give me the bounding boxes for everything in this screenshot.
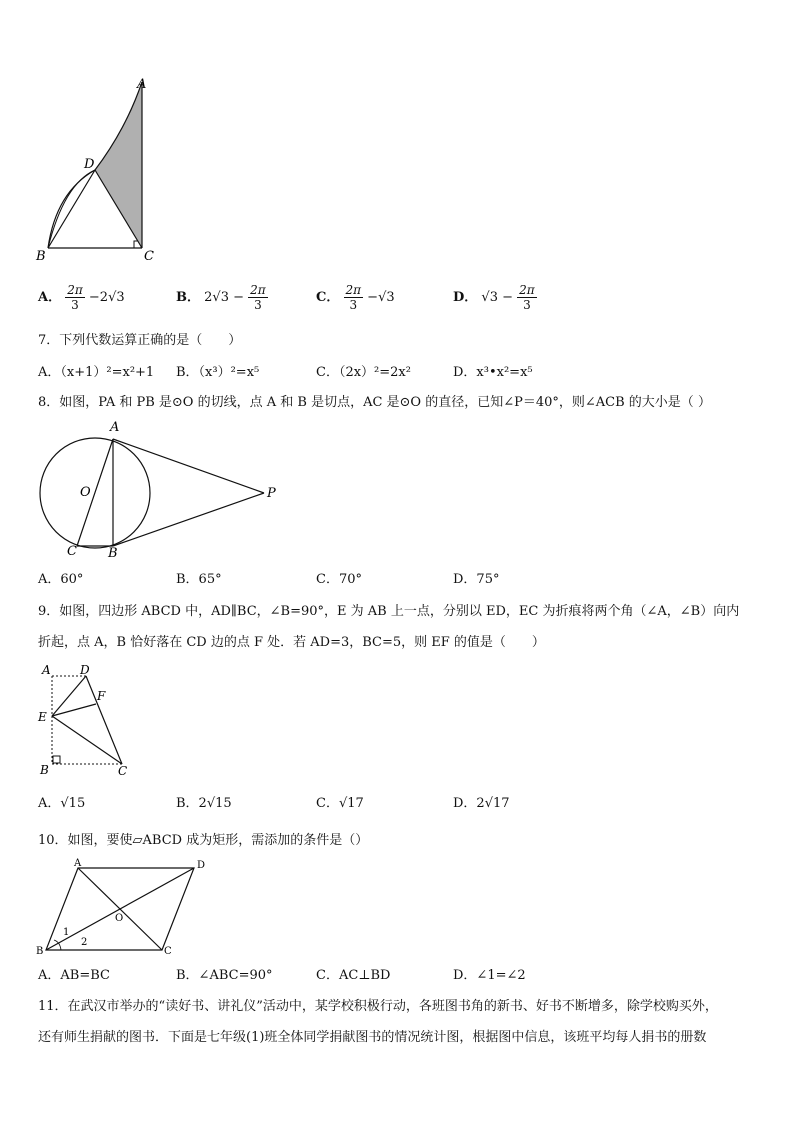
q7-option-d: D．x³•x²=x⁵ — [453, 365, 533, 380]
label-angle-2: 2 — [81, 937, 88, 948]
q6-figure — [34, 74, 164, 269]
q8-option-d: D．75° — [453, 572, 500, 587]
q11-stem-line1: 11．在武汉市举办的“读好书、讲礼仪”活动中，某学校积极行动，各班图书角的新书、好书不断增多，除学校购买外， — [38, 999, 718, 1014]
label-D: D — [80, 663, 90, 677]
label-B: B — [108, 546, 118, 560]
label-C: C — [144, 249, 154, 264]
q6-option-d: D． √3 − $\frac{2\pi}{3}$ — [453, 283, 535, 312]
q10-option-c: C．AC⊥BD — [316, 968, 391, 983]
q8-stem: 8．如图，PA 和 PB 是⊙O 的切线，点 A 和 B 是切点，AC 是⊙O 的直径，已知∠P＝40°，则∠ACB 的大小是（ ） — [38, 395, 711, 410]
q8-option-b: B．65° — [176, 572, 222, 587]
label-B: B — [40, 763, 49, 777]
q10-figure — [34, 856, 214, 960]
label-C: C — [164, 946, 172, 957]
q6-option-a: A． $\frac{2\pi}{3}$ −2√3 — [38, 283, 125, 312]
q9-option-b: B．2√15 — [176, 796, 232, 811]
label-angle-1: 1 — [63, 927, 70, 938]
label-A: A — [74, 858, 82, 869]
q10-option-b: B．∠ABC=90° — [176, 968, 273, 983]
q9-option-d: D．2√17 — [453, 796, 510, 811]
q8-option-c: C．70° — [316, 572, 362, 587]
label-B: B — [36, 946, 44, 957]
q6-option-b: B． 2√3 − $\frac{2\pi}{3}$ — [176, 283, 266, 312]
q11-stem-line2: 还有师生捐献的图书．下面是七年级(1)班全体同学捐献图书的情况统计图，根据图中信息，该班平均每人捐书的册数 — [38, 1030, 707, 1045]
label-D: D — [197, 860, 206, 871]
q10-option-a: A．AB=BC — [38, 968, 110, 983]
q9-stem-line1: 9．如图，四边形 ABCD 中，AD∥BC，∠B=90°，E 为 AB 上一点，分别以 ED，EC 为折痕将两个角（∠A，∠B）向内 — [38, 604, 740, 619]
q8-figure — [34, 418, 284, 560]
label-A: A — [110, 420, 120, 435]
label-O: O — [115, 913, 124, 924]
label-A: A — [137, 77, 147, 92]
q8-option-a: A．60° — [38, 572, 84, 587]
q7-option-a: A．（x+1）²=x²+1 — [38, 365, 155, 380]
q9-stem-line2: 折起，点 A，B 恰好落在 CD 边的点 F 处．若 AD=3，BC=5，则 EF 的值是（ ） — [38, 635, 545, 650]
label-O: O — [80, 485, 91, 500]
shaded-region — [95, 84, 142, 248]
q10-option-d: D．∠1=∠2 — [453, 968, 526, 983]
q6-option-c: C． $\frac{2\pi}{3}$ −√3 — [316, 283, 395, 312]
label-D: D — [84, 157, 95, 172]
label-P: P — [267, 486, 276, 501]
q7-option-c: C．（2x）²=2x² — [316, 365, 411, 380]
q9-option-c: C．√17 — [316, 796, 364, 811]
q7-stem: 7．下列代数运算正确的是（ ） — [38, 333, 242, 348]
label-B: B — [36, 249, 46, 264]
q10-stem: 10．如图，要使▱ABCD 成为矩形，需添加的条件是（） — [38, 833, 369, 848]
q7-option-b: B．（x³）²=x⁵ — [176, 365, 260, 380]
label-A: A — [42, 663, 51, 677]
q9-option-a: A．√15 — [38, 796, 86, 811]
label-C: C — [118, 764, 128, 778]
q9-figure — [34, 660, 134, 780]
label-F: F — [97, 689, 106, 703]
label-C: C — [67, 544, 77, 559]
label-E: E — [38, 710, 47, 724]
